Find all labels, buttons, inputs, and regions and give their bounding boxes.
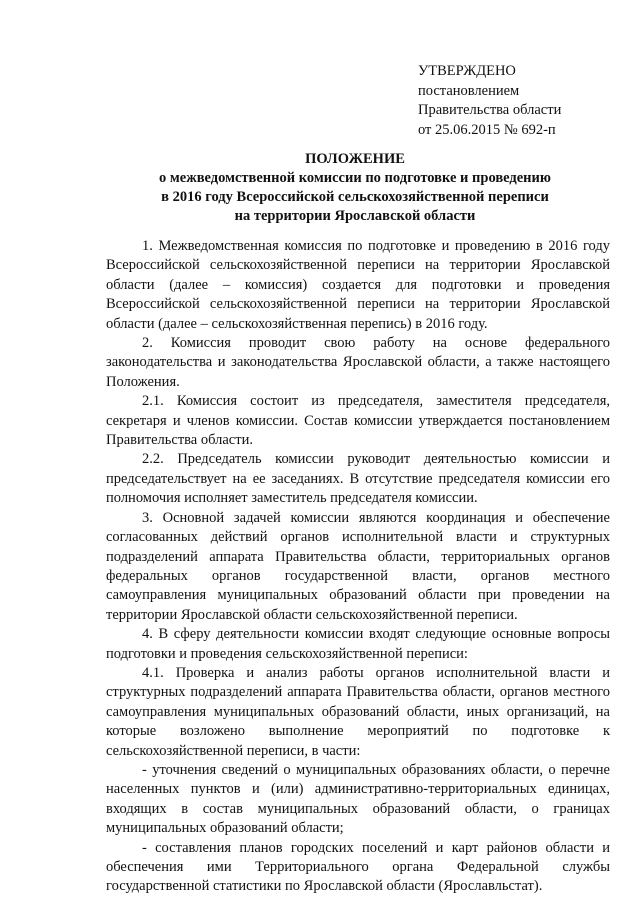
approval-stamp	[418, 62, 618, 140]
paragraph-1: 1. Межведомственная комиссия по подготовке и проведению в 2016 году Всероссийской сельскохозяйственной переписи на территории Ярославской области (далее – комиссия) создается для подготовки и проведения Всероссийской сельскохозяйственной переписи на территории Ярославской области (далее – сельскохозяйственная перепись) в 2016 году.	[106, 238, 610, 332]
document-title	[100, 150, 610, 226]
title-line-3: на территории Ярославской области	[234, 208, 476, 224]
approval-line-resolution: постановлением	[418, 82, 520, 99]
paragraph-4: 4. В сферу деятельности комиссии входят следующие основные вопросы подготовки и проведения сельскохозяйственной переписи:	[106, 626, 610, 662]
title-line-2: в 2016 году Всероссийской сельскохозяйственной переписи	[161, 189, 549, 205]
paragraph-4-1: 4.1. Проверка и анализ работы органов исполнительной власти и структурных подразделений аппарата Правительства области, органов местного самоуправления муниципальных образований области, иных организаций, на которые возложено выполнение мероприятий по подготовке к сельскохозяйственной переписи, в части:	[106, 664, 610, 759]
list-item-municipal-info: - уточнения сведений о муниципальных образованиях области, о перечне населенных пунктов и (или) административно-территориальных единицах, входящих в состав муниципальных образований области, о границах муниципальных образований области;	[106, 761, 610, 837]
document-body	[106, 237, 610, 897]
paragraph-2-1: 2.1. Комиссия состоит из председателя, заместителя председателя, секретаря и членов комиссии. Состав комиссии утверждается постановлением Правительства области.	[106, 393, 610, 449]
paragraph-2: 2. Комиссия проводит свою работу на основе федерального законодательства и законодательства Ярославской области, а также настоящего Положения.	[106, 335, 610, 390]
paragraph-3: 3. Основной задачей комиссии являются координация и обеспечение согласованных действий органов исполнительной власти и структурных подразделений аппарата Правительства области, территориальных органов федеральных органов государственной власти, органов местного самоуправления муниципальных образований области при проведении на территории Ярославской области сельскохозяйственной переписи.	[106, 509, 610, 623]
approval-line-date-number: от 25.06.2015 № 692-п	[418, 121, 556, 138]
title-line-1: о межведомственной комиссии по подготовке и проведению	[159, 170, 551, 186]
list-item-plans-maps: - составления планов городских поселений и карт районов области и обеспечения ими Территориального органа Федеральной службы государственной статистики по Ярославской области (Ярославльстат).	[106, 839, 610, 895]
approval-line-government: Правительства области	[418, 102, 562, 118]
approval-line-approved: УТВЕРЖДЕНО	[418, 63, 516, 79]
title-heading: ПОЛОЖЕНИЕ	[305, 151, 405, 167]
paragraph-2-2: 2.2. Председатель комиссии руководит деятельностью комиссии и председательствует на ее заседаниях. В отсутствие председателя комиссии его полномочия исполняет заместитель председателя комиссии.	[106, 451, 610, 507]
